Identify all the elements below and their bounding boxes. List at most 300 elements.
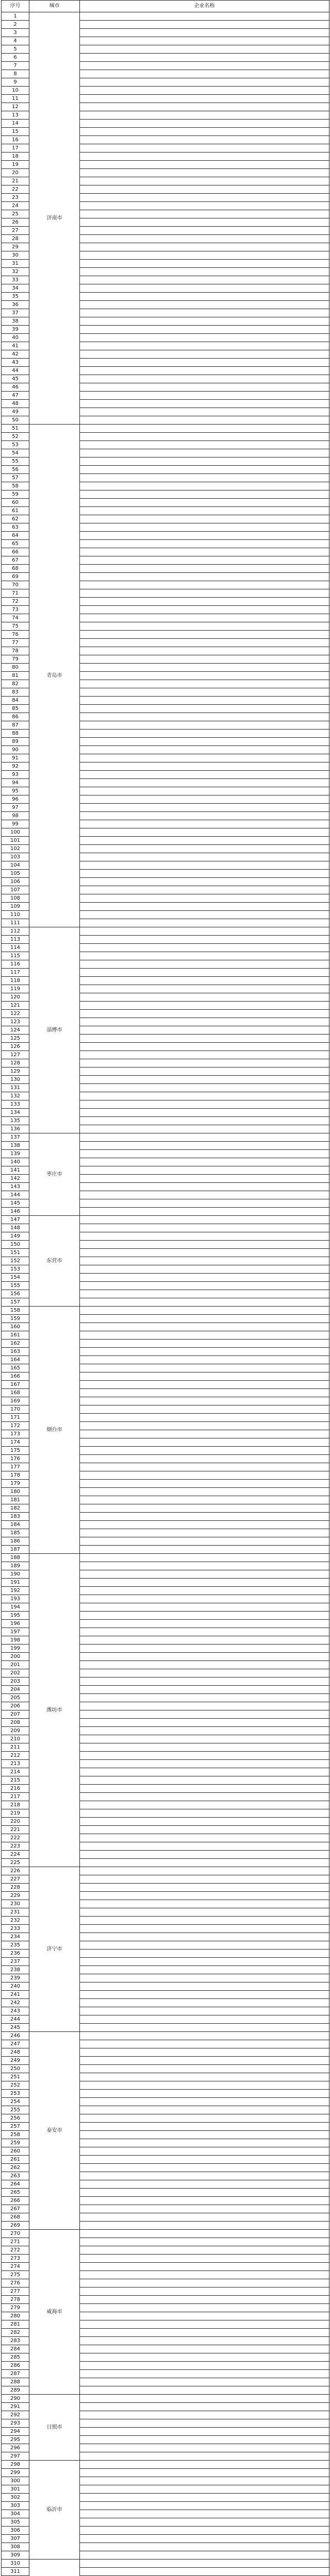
enterprise-name-cell — [80, 284, 329, 293]
row-index: 260 — [2, 2147, 29, 2156]
row-index: 43 — [2, 359, 29, 367]
table-body — [2, 12, 329, 2576]
enterprise-name-cell — [80, 449, 329, 457]
enterprise-name-cell — [80, 2296, 329, 2304]
enterprise-name-cell — [80, 1521, 329, 1529]
row-index: 139 — [2, 1150, 29, 1158]
header-city: 城市 — [29, 1, 80, 12]
row-index: 206 — [2, 1702, 29, 1710]
row-index: 283 — [2, 2337, 29, 2345]
enterprise-name-cell — [80, 1801, 329, 1809]
enterprise-name-cell — [80, 2246, 329, 2255]
enterprise-name-cell — [80, 1199, 329, 1208]
enterprise-name-cell — [80, 1274, 329, 1282]
row-index: 165 — [2, 1364, 29, 1372]
row-index: 87 — [2, 721, 29, 730]
enterprise-name-cell — [80, 1628, 329, 1636]
row-index: 146 — [2, 1208, 29, 1216]
enterprise-name-cell — [80, 1257, 329, 1265]
row-index: 72 — [2, 598, 29, 606]
row-index: 58 — [2, 482, 29, 490]
row-index: 115 — [2, 952, 29, 960]
enterprise-name-cell — [80, 1760, 329, 1768]
enterprise-name-cell — [80, 721, 329, 730]
row-index: 189 — [2, 1562, 29, 1570]
row-index: 259 — [2, 2139, 29, 2147]
row-index: 287 — [2, 2370, 29, 2378]
enterprise-name-cell — [80, 705, 329, 713]
table-row — [2, 1216, 329, 1224]
enterprise-name-cell — [80, 589, 329, 598]
row-index: 174 — [2, 1438, 29, 1447]
row-index: 67 — [2, 556, 29, 565]
enterprise-name-cell — [80, 2535, 329, 2543]
enterprise-name-cell — [80, 1348, 329, 1356]
row-index: 303 — [2, 2502, 29, 2510]
enterprise-name-cell — [80, 927, 329, 936]
row-index: 258 — [2, 2131, 29, 2139]
enterprise-name-cell — [80, 2568, 329, 2576]
enterprise-name-cell — [80, 1950, 329, 1958]
enterprise-name-cell — [80, 532, 329, 540]
enterprise-name-cell — [80, 738, 329, 746]
enterprise-name-cell — [80, 919, 329, 927]
row-index: 103 — [2, 853, 29, 861]
row-index: 51 — [2, 425, 29, 433]
row-index: 41 — [2, 342, 29, 350]
enterprise-name-cell — [80, 664, 329, 672]
enterprise-name-cell — [80, 2189, 329, 2197]
row-index: 234 — [2, 1933, 29, 1941]
enterprise-name-cell — [80, 1859, 329, 1867]
row-index: 74 — [2, 614, 29, 622]
row-index: 154 — [2, 1274, 29, 1282]
enterprise-name-cell — [80, 1364, 329, 1372]
row-index: 288 — [2, 2378, 29, 2386]
enterprise-name-cell — [80, 1265, 329, 1274]
enterprise-name-cell — [80, 62, 329, 70]
row-index: 40 — [2, 334, 29, 342]
enterprise-name-cell — [80, 87, 329, 95]
row-index: 274 — [2, 2263, 29, 2271]
enterprise-name-cell — [80, 482, 329, 490]
row-index: 17 — [2, 144, 29, 152]
enterprise-name-cell — [80, 2502, 329, 2510]
enterprise-name-cell — [80, 21, 329, 29]
city-cell: 日照市 — [29, 2395, 80, 2461]
enterprise-name-cell — [80, 1471, 329, 1480]
row-index: 96 — [2, 795, 29, 804]
enterprise-name-cell — [80, 903, 329, 911]
enterprise-name-cell — [80, 1974, 329, 1982]
row-index: 93 — [2, 771, 29, 779]
row-index: 98 — [2, 812, 29, 820]
row-index: 125 — [2, 1035, 29, 1043]
enterprise-name-cell — [80, 2114, 329, 2123]
row-index: 12 — [2, 103, 29, 111]
row-index: 204 — [2, 1686, 29, 1694]
enterprise-name-cell — [80, 1785, 329, 1793]
row-index: 26 — [2, 218, 29, 227]
city-cell: 潍坊市 — [29, 1554, 80, 1867]
row-index: 32 — [2, 268, 29, 276]
enterprise-name-cell — [80, 1100, 329, 1109]
row-index: 54 — [2, 449, 29, 457]
enterprise-name-cell — [80, 1719, 329, 1727]
row-index: 276 — [2, 2279, 29, 2287]
row-index: 264 — [2, 2180, 29, 2189]
enterprise-name-cell — [80, 293, 329, 301]
row-index: 60 — [2, 499, 29, 507]
row-index: 221 — [2, 1826, 29, 1834]
row-index: 59 — [2, 490, 29, 499]
row-index: 201 — [2, 1661, 29, 1669]
row-index: 268 — [2, 2213, 29, 2222]
enterprise-name-cell — [80, 969, 329, 977]
enterprise-name-cell — [80, 2329, 329, 2337]
enterprise-name-cell — [80, 556, 329, 565]
enterprise-name-cell — [80, 161, 329, 169]
city-cell: 威海市 — [29, 2230, 80, 2395]
row-index: 289 — [2, 2386, 29, 2395]
enterprise-name-cell — [80, 1002, 329, 1010]
row-index: 225 — [2, 1859, 29, 1867]
enterprise-name-cell — [80, 1092, 329, 1100]
row-index: 28 — [2, 235, 29, 243]
row-index: 91 — [2, 754, 29, 762]
row-index: 205 — [2, 1694, 29, 1702]
row-index: 6 — [2, 54, 29, 62]
row-index: 247 — [2, 2040, 29, 2048]
enterprise-name-cell — [80, 2477, 329, 2485]
enterprise-name-cell — [80, 235, 329, 243]
row-index: 301 — [2, 2485, 29, 2494]
enterprise-name-cell — [80, 1612, 329, 1620]
row-index: 156 — [2, 1290, 29, 1298]
enterprise-name-cell — [80, 1414, 329, 1422]
row-index: 38 — [2, 317, 29, 326]
enterprise-name-cell — [80, 1290, 329, 1298]
row-index: 160 — [2, 1323, 29, 1331]
enterprise-name-cell — [80, 342, 329, 350]
enterprise-name-cell — [80, 1645, 329, 1653]
row-index: 271 — [2, 2238, 29, 2246]
enterprise-name-cell — [80, 1241, 329, 1249]
enterprise-name-cell — [80, 490, 329, 499]
row-index: 273 — [2, 2255, 29, 2263]
table-row — [2, 1307, 329, 1315]
enterprise-name-cell — [80, 515, 329, 523]
row-index: 250 — [2, 2065, 29, 2073]
row-index: 257 — [2, 2123, 29, 2131]
enterprise-name-cell — [80, 120, 329, 128]
row-index: 140 — [2, 1158, 29, 1166]
row-index: 293 — [2, 2419, 29, 2428]
row-index: 81 — [2, 672, 29, 680]
city-cell: 济宁市 — [29, 1867, 80, 2032]
enterprise-name-cell — [80, 771, 329, 779]
enterprise-name-cell — [80, 1067, 329, 1076]
enterprise-name-cell — [80, 1142, 329, 1150]
row-index: 291 — [2, 2403, 29, 2411]
row-index: 118 — [2, 977, 29, 985]
row-index: 61 — [2, 507, 29, 515]
enterprise-name-cell — [80, 227, 329, 235]
row-index: 254 — [2, 2098, 29, 2106]
row-index: 195 — [2, 1612, 29, 1620]
enterprise-name-cell — [80, 1117, 329, 1125]
enterprise-name-cell — [80, 276, 329, 284]
enterprise-name-cell — [80, 713, 329, 721]
city-cell: 泰安市 — [29, 2032, 80, 2230]
row-index: 63 — [2, 523, 29, 532]
enterprise-name-cell — [80, 1735, 329, 1743]
enterprise-name-cell — [80, 762, 329, 771]
enterprise-name-cell — [80, 334, 329, 342]
row-index: 182 — [2, 1504, 29, 1513]
row-index: 123 — [2, 1018, 29, 1026]
row-index: 266 — [2, 2197, 29, 2205]
row-index: 133 — [2, 1100, 29, 1109]
row-index: 64 — [2, 532, 29, 540]
enterprise-name-cell — [80, 1249, 329, 1257]
row-index: 292 — [2, 2411, 29, 2419]
row-index: 275 — [2, 2271, 29, 2279]
row-index: 298 — [2, 2461, 29, 2469]
enterprise-name-cell — [80, 573, 329, 581]
row-index: 131 — [2, 1084, 29, 1092]
row-index: 241 — [2, 1991, 29, 1999]
enterprise-name-cell — [80, 268, 329, 276]
enterprise-name-cell — [80, 466, 329, 474]
row-index: 108 — [2, 894, 29, 903]
row-index: 107 — [2, 886, 29, 894]
row-index: 211 — [2, 1743, 29, 1752]
row-index: 155 — [2, 1282, 29, 1290]
enterprise-name-cell — [80, 614, 329, 622]
enterprise-name-cell — [80, 1546, 329, 1554]
row-index: 169 — [2, 1397, 29, 1405]
row-index: 132 — [2, 1092, 29, 1100]
enterprise-name-cell — [80, 1043, 329, 1051]
row-index: 176 — [2, 1455, 29, 1463]
row-index: 252 — [2, 2081, 29, 2090]
enterprise-name-cell — [80, 2271, 329, 2279]
enterprise-name-cell — [80, 1727, 329, 1735]
row-index: 141 — [2, 1166, 29, 1175]
enterprise-name-cell — [80, 408, 329, 416]
row-index: 272 — [2, 2246, 29, 2255]
enterprise-name-cell — [80, 1059, 329, 1067]
enterprise-name-cell — [80, 2222, 329, 2230]
enterprise-name-cell — [80, 1702, 329, 1710]
row-index: 48 — [2, 400, 29, 408]
enterprise-name-cell — [80, 2485, 329, 2494]
row-index: 18 — [2, 152, 29, 161]
enterprise-name-cell — [80, 631, 329, 639]
enterprise-name-cell — [80, 1191, 329, 1199]
enterprise-name-cell — [80, 754, 329, 762]
row-index: 97 — [2, 804, 29, 812]
row-index: 238 — [2, 1966, 29, 1974]
row-index: 230 — [2, 1900, 29, 1908]
enterprise-name-cell — [80, 2395, 329, 2403]
row-index: 215 — [2, 1776, 29, 1785]
enterprise-name-cell — [80, 1595, 329, 1603]
row-index: 128 — [2, 1059, 29, 1067]
enterprise-name-cell — [80, 853, 329, 861]
row-index: 142 — [2, 1175, 29, 1183]
row-index: 255 — [2, 2106, 29, 2114]
row-index: 116 — [2, 960, 29, 969]
enterprise-table — [1, 0, 329, 2576]
row-index: 280 — [2, 2312, 29, 2320]
enterprise-name-cell — [80, 359, 329, 367]
row-index: 143 — [2, 1183, 29, 1191]
row-index: 89 — [2, 738, 29, 746]
enterprise-name-cell — [80, 606, 329, 614]
enterprise-name-cell — [80, 1554, 329, 1562]
enterprise-name-cell — [80, 1356, 329, 1364]
enterprise-name-cell — [80, 2131, 329, 2139]
enterprise-name-cell — [80, 1323, 329, 1331]
enterprise-name-cell — [80, 1966, 329, 1974]
enterprise-name-cell — [80, 326, 329, 334]
enterprise-name-cell — [80, 886, 329, 894]
enterprise-name-cell — [80, 2156, 329, 2164]
enterprise-name-cell — [80, 1917, 329, 1925]
enterprise-name-cell — [80, 1834, 329, 1842]
enterprise-name-cell — [80, 787, 329, 795]
enterprise-name-cell — [80, 1051, 329, 1059]
enterprise-name-cell — [80, 433, 329, 441]
enterprise-name-cell — [80, 2461, 329, 2469]
row-index: 147 — [2, 1216, 29, 1224]
row-index: 127 — [2, 1051, 29, 1059]
row-index: 112 — [2, 927, 29, 936]
row-index: 185 — [2, 1529, 29, 1537]
enterprise-name-cell — [80, 2287, 329, 2296]
row-index: 308 — [2, 2543, 29, 2551]
row-index: 148 — [2, 1224, 29, 1232]
row-index: 92 — [2, 762, 29, 771]
enterprise-name-cell — [80, 185, 329, 194]
enterprise-name-cell — [80, 1504, 329, 1513]
row-index: 110 — [2, 911, 29, 919]
row-index: 71 — [2, 589, 29, 598]
enterprise-name-cell — [80, 523, 329, 532]
enterprise-name-cell — [80, 2263, 329, 2271]
enterprise-name-cell — [80, 680, 329, 688]
row-index: 194 — [2, 1603, 29, 1612]
enterprise-name-cell — [80, 1809, 329, 1818]
enterprise-name-cell — [80, 1331, 329, 1340]
enterprise-name-cell — [80, 1307, 329, 1315]
enterprise-name-cell — [80, 2551, 329, 2560]
row-index: 212 — [2, 1752, 29, 1760]
enterprise-name-cell — [80, 655, 329, 664]
row-index: 235 — [2, 1941, 29, 1950]
row-index: 79 — [2, 655, 29, 664]
enterprise-name-cell — [80, 2370, 329, 2378]
row-index: 76 — [2, 631, 29, 639]
row-index: 214 — [2, 1768, 29, 1776]
enterprise-name-cell — [80, 779, 329, 787]
enterprise-name-cell — [80, 2081, 329, 2090]
enterprise-name-cell — [80, 2279, 329, 2287]
row-index: 82 — [2, 680, 29, 688]
table-row — [2, 1867, 329, 1875]
enterprise-name-cell — [80, 1109, 329, 1117]
enterprise-name-cell — [80, 45, 329, 54]
enterprise-name-cell — [80, 144, 329, 152]
enterprise-name-cell — [80, 1035, 329, 1043]
enterprise-name-cell — [80, 952, 329, 960]
enterprise-name-cell — [80, 2436, 329, 2444]
enterprise-name-cell — [80, 1340, 329, 1348]
header-name: 企业名称 — [80, 1, 329, 12]
enterprise-name-cell — [80, 2428, 329, 2436]
enterprise-name-cell — [80, 70, 329, 78]
row-index: 304 — [2, 2510, 29, 2518]
row-index: 163 — [2, 1348, 29, 1356]
row-index: 31 — [2, 260, 29, 268]
row-index: 251 — [2, 2073, 29, 2081]
row-index: 162 — [2, 1340, 29, 1348]
enterprise-name-cell — [80, 2345, 329, 2353]
enterprise-name-cell — [80, 1776, 329, 1785]
row-index: 11 — [2, 95, 29, 103]
enterprise-name-cell — [80, 936, 329, 944]
enterprise-name-cell — [80, 54, 329, 62]
row-index: 294 — [2, 2428, 29, 2436]
row-index: 286 — [2, 2362, 29, 2370]
row-index: 4 — [2, 37, 29, 45]
enterprise-name-cell — [80, 136, 329, 144]
row-index: 277 — [2, 2287, 29, 2296]
enterprise-name-cell — [80, 1430, 329, 1438]
enterprise-name-cell — [80, 1579, 329, 1587]
enterprise-name-cell — [80, 2057, 329, 2065]
enterprise-name-cell — [80, 1941, 329, 1950]
enterprise-name-cell — [80, 2205, 329, 2213]
enterprise-name-cell — [80, 2123, 329, 2131]
row-index: 300 — [2, 2477, 29, 2485]
enterprise-name-cell — [80, 1752, 329, 1760]
enterprise-name-cell — [80, 1851, 329, 1859]
row-index: 80 — [2, 664, 29, 672]
enterprise-name-cell — [80, 2469, 329, 2477]
enterprise-name-cell — [80, 1818, 329, 1826]
row-index: 23 — [2, 194, 29, 202]
table-row — [2, 2230, 329, 2238]
enterprise-name-cell — [80, 507, 329, 515]
enterprise-name-cell — [80, 2353, 329, 2362]
row-index: 126 — [2, 1043, 29, 1051]
row-index: 114 — [2, 944, 29, 952]
row-index: 278 — [2, 2296, 29, 2304]
row-index: 209 — [2, 1727, 29, 1735]
row-index: 27 — [2, 227, 29, 235]
enterprise-name-cell — [80, 1018, 329, 1026]
row-index: 188 — [2, 1554, 29, 1562]
enterprise-name-cell — [80, 1026, 329, 1035]
enterprise-name-cell — [80, 2238, 329, 2246]
row-index: 172 — [2, 1422, 29, 1430]
row-index: 236 — [2, 1950, 29, 1958]
enterprise-name-cell — [80, 1422, 329, 1430]
enterprise-name-cell — [80, 350, 329, 359]
